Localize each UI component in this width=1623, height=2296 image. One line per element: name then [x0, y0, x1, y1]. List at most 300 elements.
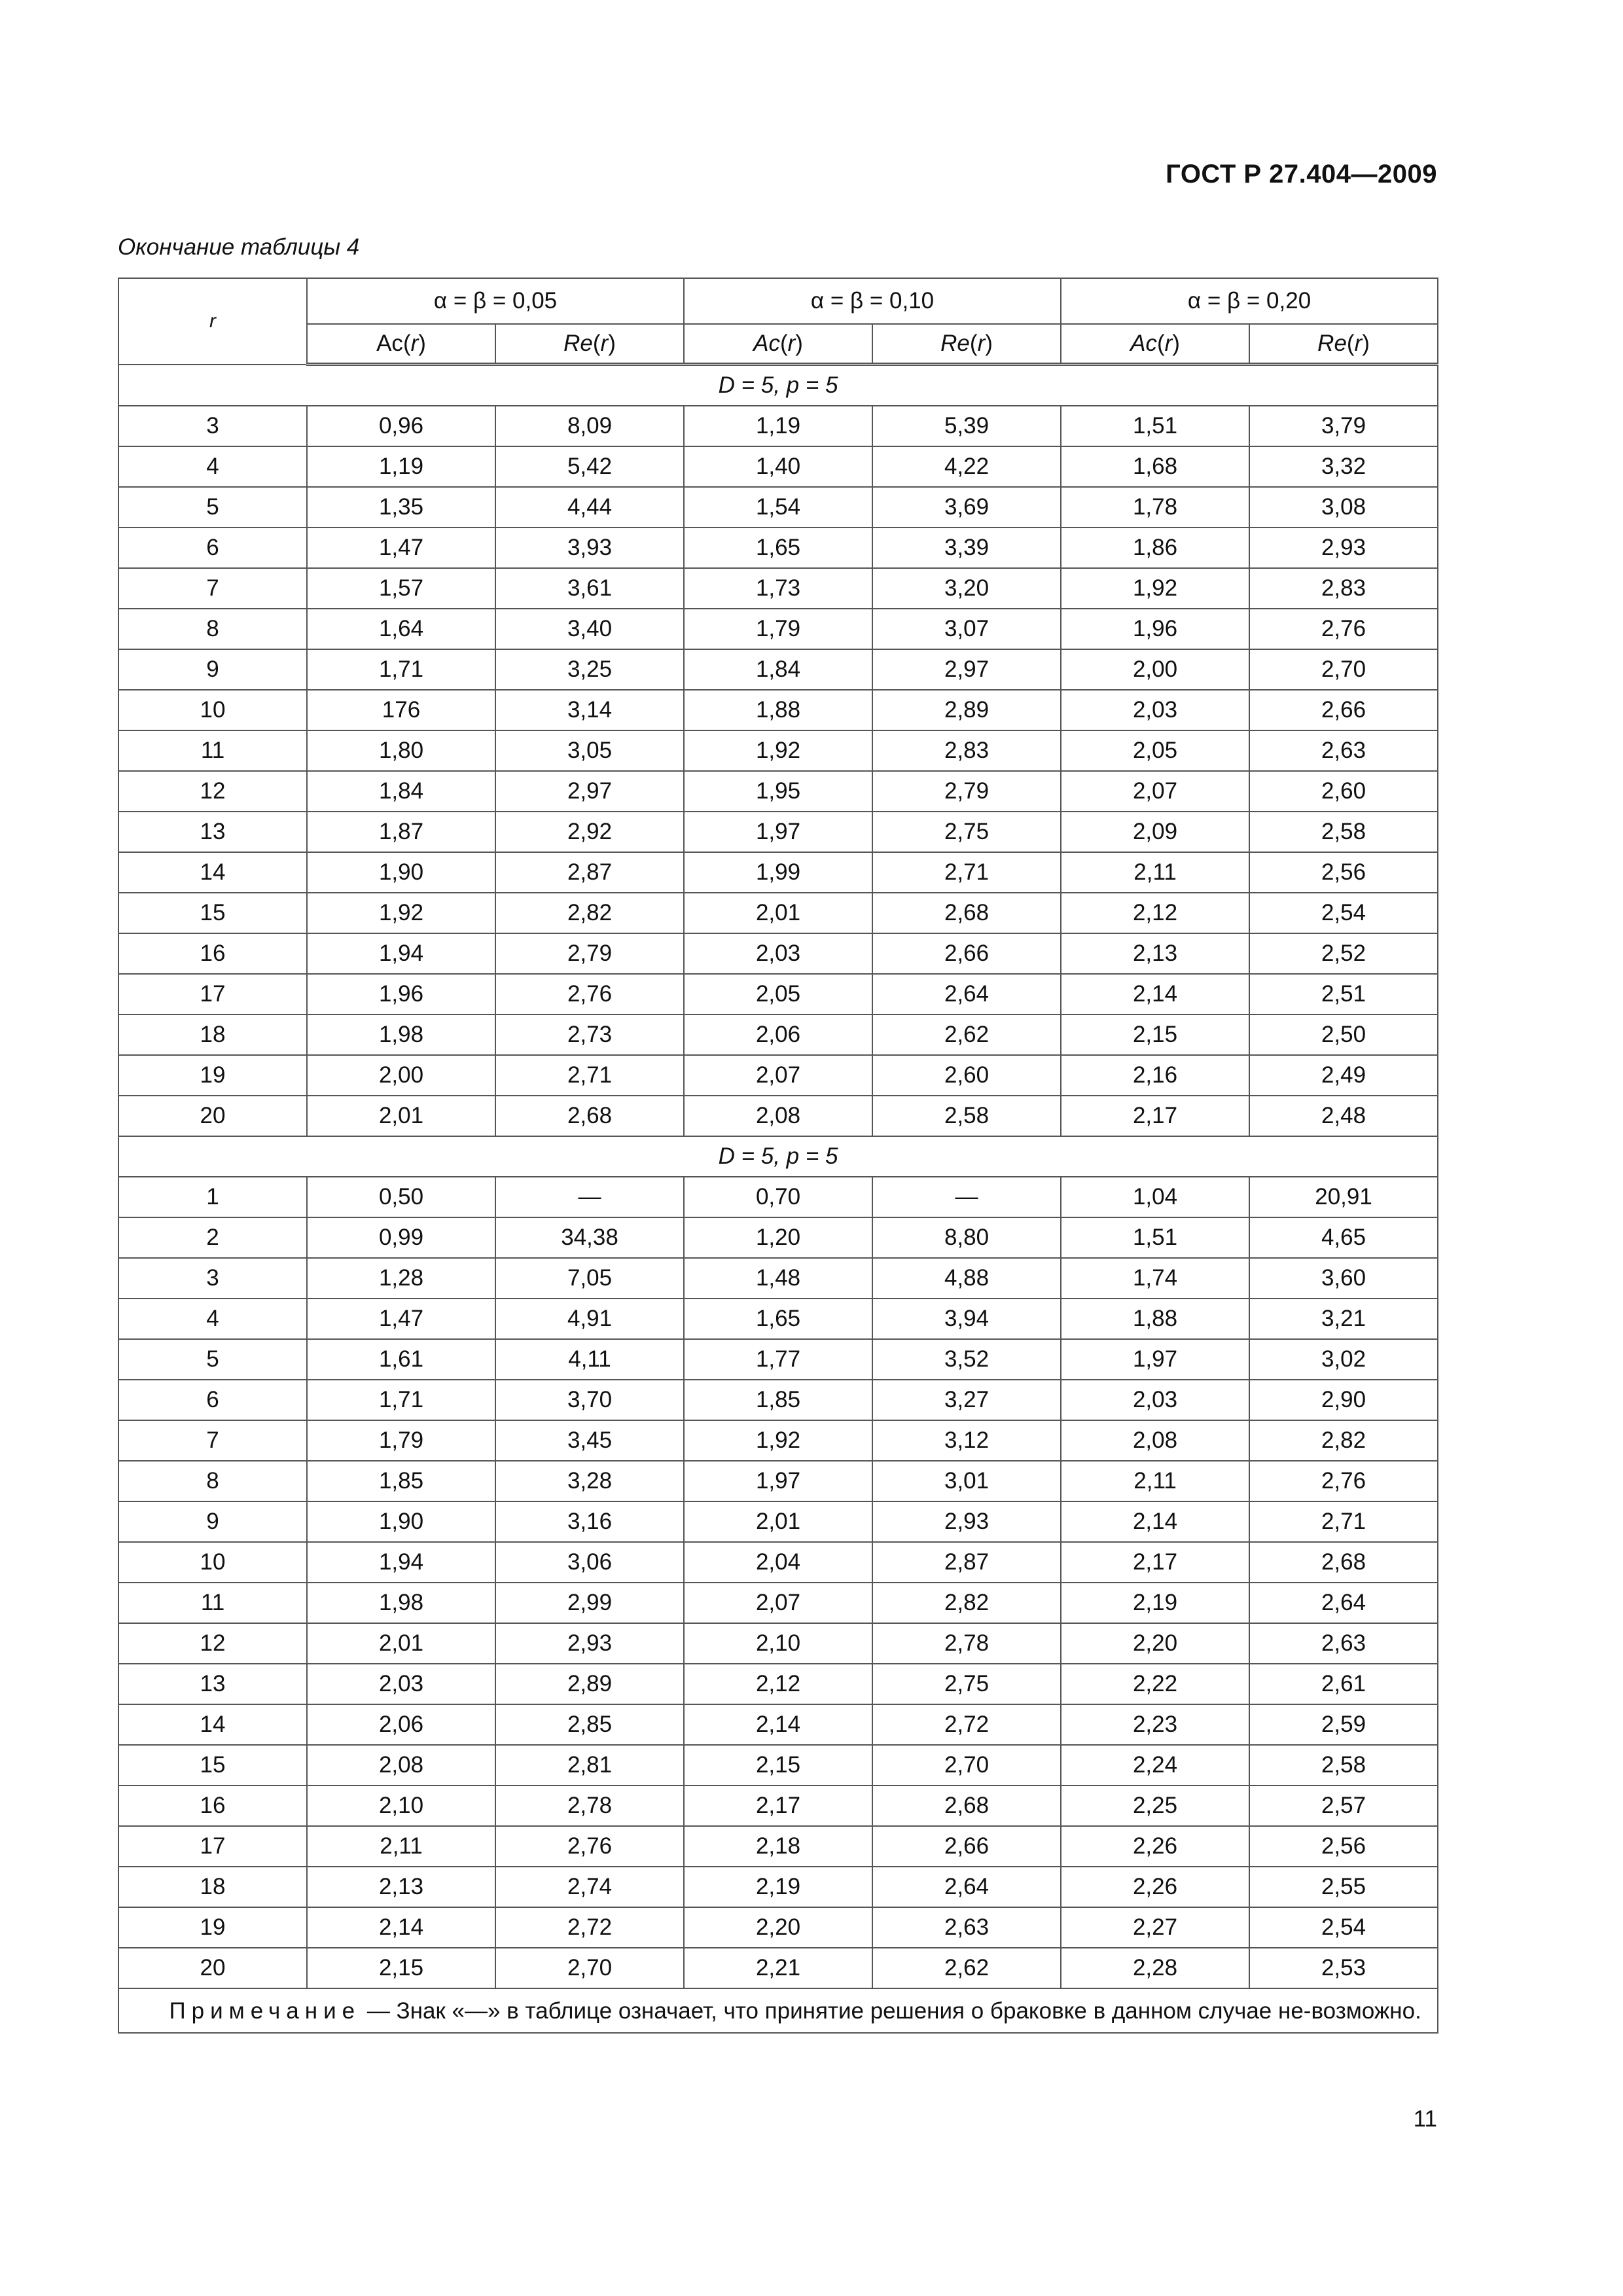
table-cell: 2,58 [1249, 812, 1438, 852]
table-cell: 2,49 [1249, 1055, 1438, 1096]
cell-r: 18 [118, 1867, 307, 1907]
table-cell: 4,22 [872, 446, 1061, 487]
table-caption: Окончание таблицы 4 [118, 234, 360, 260]
cell-r: 7 [118, 568, 307, 609]
table-cell: 2,59 [1249, 1704, 1438, 1745]
table-cell: 1,90 [307, 1501, 495, 1542]
table-cell: 2,70 [1249, 649, 1438, 690]
table-cell: 1,48 [684, 1258, 872, 1299]
table-cell: 2,57 [1249, 1785, 1438, 1826]
cell-r: 16 [118, 1785, 307, 1826]
table-row [118, 1055, 1438, 1096]
table-cell: 3,20 [872, 568, 1061, 609]
table-cell: 2,62 [872, 1014, 1061, 1055]
table-cell: 2,16 [1061, 1055, 1249, 1096]
table-cell: 2,27 [1061, 1907, 1249, 1948]
table-cell: 2,12 [1061, 893, 1249, 933]
table-cell: 2,07 [1061, 771, 1249, 812]
table-cell: 1,77 [684, 1339, 872, 1380]
table-cell: 2,15 [307, 1948, 495, 1988]
table-cell: 1,54 [684, 487, 872, 528]
table-cell: 2,93 [1249, 528, 1438, 568]
table-cell: 3,14 [495, 690, 684, 730]
table-row [118, 487, 1438, 528]
table-cell: 2,00 [307, 1055, 495, 1096]
table-row [118, 1096, 1438, 1136]
table-cell: 2,13 [1061, 933, 1249, 974]
table-cell: 2,01 [684, 1501, 872, 1542]
table-cell: 3,32 [1249, 446, 1438, 487]
table-row [118, 1583, 1438, 1623]
table-cell: 2,56 [1249, 1826, 1438, 1867]
table-cell: 1,95 [684, 771, 872, 812]
table-body [118, 365, 1438, 2034]
header-group: α = β = 0,20 [1061, 278, 1438, 324]
document-code: ГОСТ Р 27.404—2009 [1166, 160, 1437, 188]
table-cell: 2,25 [1061, 1785, 1249, 1826]
section-title: D = 5, p = 5 [118, 1136, 1438, 1177]
table-cell: 3,40 [495, 609, 684, 649]
table-cell: 8,80 [872, 1217, 1061, 1258]
table-cell: 2,03 [1061, 690, 1249, 730]
table-cell: 2,64 [872, 1867, 1061, 1907]
table-cell: 3,06 [495, 1542, 684, 1583]
data-table [118, 278, 1438, 2034]
table-cell: 2,71 [495, 1055, 684, 1096]
table-cell: 1,96 [1061, 609, 1249, 649]
cell-r: 15 [118, 893, 307, 933]
table-cell: 1,79 [307, 1420, 495, 1461]
table-cell: 2,09 [1061, 812, 1249, 852]
table-cell: 1,79 [684, 609, 872, 649]
table-cell: 2,18 [684, 1826, 872, 1867]
table-cell: 1,94 [307, 933, 495, 974]
table-cell: 2,17 [1061, 1096, 1249, 1136]
table-cell: 1,73 [684, 568, 872, 609]
table-cell: 1,92 [307, 893, 495, 933]
cell-r: 4 [118, 1299, 307, 1339]
table-cell: 2,11 [1061, 1461, 1249, 1501]
table-cell: 2,19 [684, 1867, 872, 1907]
table-row [118, 1380, 1438, 1420]
table-cell: 2,90 [1249, 1380, 1438, 1420]
table-cell: 2,75 [872, 1664, 1061, 1704]
table-cell: 1,88 [1061, 1299, 1249, 1339]
table-row [118, 568, 1438, 609]
table-cell: 2,71 [1249, 1501, 1438, 1542]
cell-r: 6 [118, 528, 307, 568]
table-cell: 2,11 [1061, 852, 1249, 893]
table-cell: 1,51 [1061, 406, 1249, 446]
table-cell: 2,97 [495, 771, 684, 812]
table-cell: 2,56 [1249, 852, 1438, 893]
table-cell: 1,71 [307, 649, 495, 690]
section-title: D = 5, p = 5 [118, 365, 1438, 406]
table-cell: 2,53 [1249, 1948, 1438, 1988]
table-cell: 2,76 [495, 1826, 684, 1867]
table-cell: 2,23 [1061, 1704, 1249, 1745]
table-cell: 2,92 [495, 812, 684, 852]
table-cell: 3,94 [872, 1299, 1061, 1339]
table-cell: 1,74 [1061, 1258, 1249, 1299]
table-row [118, 812, 1438, 852]
table-cell: 2,61 [1249, 1664, 1438, 1704]
table-cell: 2,21 [684, 1948, 872, 1988]
subheader-re: Re(r) [495, 324, 684, 365]
table-cell: 2,76 [1249, 1461, 1438, 1501]
cell-r: 5 [118, 487, 307, 528]
table-cell: 2,14 [1061, 974, 1249, 1014]
table-cell: 2,07 [684, 1583, 872, 1623]
table-cell: 2,62 [872, 1948, 1061, 1988]
table-cell: 2,50 [1249, 1014, 1438, 1055]
table-cell: 1,97 [684, 812, 872, 852]
table-cell: 1,19 [307, 446, 495, 487]
table-row [118, 1420, 1438, 1461]
table-row [118, 406, 1438, 446]
table-cell: 2,66 [872, 933, 1061, 974]
table-cell: 1,92 [684, 1420, 872, 1461]
cell-r: 3 [118, 1258, 307, 1299]
cell-r: 14 [118, 1704, 307, 1745]
table-cell: 2,79 [872, 771, 1061, 812]
table-cell: 2,48 [1249, 1096, 1438, 1136]
table-cell: 1,64 [307, 609, 495, 649]
table-cell: 2,26 [1061, 1867, 1249, 1907]
section-row [118, 365, 1438, 406]
table-row [118, 690, 1438, 730]
table-cell: 2,60 [1249, 771, 1438, 812]
table-cell: 1,78 [1061, 487, 1249, 528]
cell-r: 4 [118, 446, 307, 487]
table-row [118, 1623, 1438, 1664]
table-cell: 5,39 [872, 406, 1061, 446]
table-cell: 8,09 [495, 406, 684, 446]
table-row [118, 1177, 1438, 1217]
table-cell: 2,66 [1249, 690, 1438, 730]
table-cell: 2,04 [684, 1542, 872, 1583]
table-cell: 2,99 [495, 1583, 684, 1623]
table-cell: 2,08 [684, 1096, 872, 1136]
table-cell: 2,63 [872, 1907, 1061, 1948]
table-cell: 2,52 [1249, 933, 1438, 974]
note-label: Примечание [169, 1998, 361, 2024]
table-cell: 2,93 [495, 1623, 684, 1664]
table-cell: 3,21 [1249, 1299, 1438, 1339]
table-cell: 2,19 [1061, 1583, 1249, 1623]
table-cell: 2,05 [1061, 730, 1249, 771]
table-cell: 3,08 [1249, 487, 1438, 528]
table-cell: 0,99 [307, 1217, 495, 1258]
table-cell: 2,01 [307, 1623, 495, 1664]
table-cell: 2,11 [307, 1826, 495, 1867]
cell-r: 19 [118, 1907, 307, 1948]
table-cell: 1,47 [307, 1299, 495, 1339]
table-cell: 1,65 [684, 528, 872, 568]
table-cell: 1,86 [1061, 528, 1249, 568]
table-cell: 7,05 [495, 1258, 684, 1299]
cell-r: 7 [118, 1420, 307, 1461]
table-cell: 2,14 [684, 1704, 872, 1745]
table-row [118, 1258, 1438, 1299]
table-row [118, 1907, 1438, 1948]
table-cell: 2,73 [495, 1014, 684, 1055]
table-cell: 3,25 [495, 649, 684, 690]
table-cell: 1,04 [1061, 1177, 1249, 1217]
table-cell: 1,47 [307, 528, 495, 568]
table-cell: 1,84 [684, 649, 872, 690]
table-cell: 3,60 [1249, 1258, 1438, 1299]
cell-r: 17 [118, 1826, 307, 1867]
header-row-subheaders [118, 324, 1438, 365]
table-cell: 2,93 [872, 1501, 1061, 1542]
cell-r: 11 [118, 730, 307, 771]
table-row [118, 1542, 1438, 1583]
table-cell: 2,79 [495, 933, 684, 974]
table-cell: 1,35 [307, 487, 495, 528]
table-cell: 2,72 [495, 1907, 684, 1948]
table-cell: 2,76 [1249, 609, 1438, 649]
table-cell: 2,68 [872, 893, 1061, 933]
table-cell: 2,20 [684, 1907, 872, 1948]
table-cell: 2,63 [1249, 1623, 1438, 1664]
table-cell: 1,57 [307, 568, 495, 609]
table-cell: 2,70 [872, 1745, 1061, 1785]
cell-r: 6 [118, 1380, 307, 1420]
table-cell: 1,40 [684, 446, 872, 487]
table-cell: 4,65 [1249, 1217, 1438, 1258]
subheader-ac: Ac(r) [307, 324, 495, 365]
table-cell: 3,27 [872, 1380, 1061, 1420]
table-cell: 1,65 [684, 1299, 872, 1339]
table-cell: 3,93 [495, 528, 684, 568]
cell-r: 5 [118, 1339, 307, 1380]
table-cell: 3,02 [1249, 1339, 1438, 1380]
table-cell: 2,03 [684, 933, 872, 974]
header-group: α = β = 0,05 [307, 278, 684, 324]
table-cell: 2,87 [495, 852, 684, 893]
cell-r: 8 [118, 609, 307, 649]
table-cell: 2,75 [872, 812, 1061, 852]
cell-r: 10 [118, 690, 307, 730]
table-cell: 3,69 [872, 487, 1061, 528]
header-group: α = β = 0,10 [684, 278, 1061, 324]
table-cell: 2,89 [872, 690, 1061, 730]
subheader-ac: Ac(r) [684, 324, 872, 365]
table-cell: 2,76 [495, 974, 684, 1014]
table-row [118, 1299, 1438, 1339]
table-cell: 1,20 [684, 1217, 872, 1258]
table-cell: 2,17 [1061, 1542, 1249, 1583]
table-cell: 2,00 [1061, 649, 1249, 690]
table-cell: 2,85 [495, 1704, 684, 1745]
cell-r: 14 [118, 852, 307, 893]
table-cell: 2,07 [684, 1055, 872, 1096]
cell-r: 13 [118, 812, 307, 852]
table-cell: 2,01 [307, 1096, 495, 1136]
cell-r: 1 [118, 1177, 307, 1217]
table-note [118, 1988, 1438, 2033]
table-cell: 0,70 [684, 1177, 872, 1217]
table-cell: 2,05 [684, 974, 872, 1014]
table-row [118, 609, 1438, 649]
table-row [118, 1745, 1438, 1785]
table-cell: 2,64 [1249, 1583, 1438, 1623]
table-cell: 4,11 [495, 1339, 684, 1380]
table-cell: 2,12 [684, 1664, 872, 1704]
table-cell: 2,03 [307, 1664, 495, 1704]
table-cell: 2,83 [872, 730, 1061, 771]
table-cell: 2,58 [872, 1096, 1061, 1136]
table-cell: 1,61 [307, 1339, 495, 1380]
section-row [118, 1136, 1438, 1177]
table-cell: 1,97 [1061, 1339, 1249, 1380]
table-cell: 4,88 [872, 1258, 1061, 1299]
table-cell: 3,61 [495, 568, 684, 609]
header-row-groups [118, 278, 1438, 324]
cell-r: 9 [118, 1501, 307, 1542]
table-row [118, 852, 1438, 893]
table-cell: 3,79 [1249, 406, 1438, 446]
cell-r: 13 [118, 1664, 307, 1704]
table-cell: 1,71 [307, 1380, 495, 1420]
table-cell: 1,87 [307, 812, 495, 852]
table-cell: 2,22 [1061, 1664, 1249, 1704]
cell-r: 8 [118, 1461, 307, 1501]
table-cell: 2,14 [1061, 1501, 1249, 1542]
table-cell: — [872, 1177, 1061, 1217]
table-cell: 2,24 [1061, 1745, 1249, 1785]
table-cell: 2,68 [872, 1785, 1061, 1826]
note-row [118, 1988, 1438, 2033]
table-cell: 1,19 [684, 406, 872, 446]
table-cell: 5,42 [495, 446, 684, 487]
table-cell: 2,78 [872, 1623, 1061, 1664]
cell-r: 2 [118, 1217, 307, 1258]
table-cell: 2,82 [872, 1583, 1061, 1623]
table-cell: 2,08 [1061, 1420, 1249, 1461]
table-row [118, 893, 1438, 933]
table-cell: 176 [307, 690, 495, 730]
table-cell: 2,06 [684, 1014, 872, 1055]
table-cell: 2,51 [1249, 974, 1438, 1014]
subheader-re: Re(r) [1249, 324, 1438, 365]
table-row [118, 649, 1438, 690]
cell-r: 12 [118, 771, 307, 812]
table-cell: 2,60 [872, 1055, 1061, 1096]
table-cell: 2,03 [1061, 1380, 1249, 1420]
table-row [118, 1948, 1438, 1988]
cell-r: 15 [118, 1745, 307, 1785]
table-cell: 1,98 [307, 1583, 495, 1623]
table-cell: 2,28 [1061, 1948, 1249, 1988]
table-cell: 3,05 [495, 730, 684, 771]
table-cell: 2,97 [872, 649, 1061, 690]
table-cell: — [495, 1177, 684, 1217]
table-cell: 2,14 [307, 1907, 495, 1948]
table-cell: 1,99 [684, 852, 872, 893]
table-cell: 4,44 [495, 487, 684, 528]
subheader-ac: Ac(r) [1061, 324, 1249, 365]
table-cell: 2,72 [872, 1704, 1061, 1745]
table-cell: 2,10 [684, 1623, 872, 1664]
page-number: 11 [1413, 2106, 1437, 2132]
note-text: — Знак «—» в таблице означает, что принятие решения о браковке в данном случае не-возможно. [361, 1998, 1421, 2024]
table-cell: 2,20 [1061, 1623, 1249, 1664]
table-cell: 2,87 [872, 1542, 1061, 1583]
table-cell: 2,66 [872, 1826, 1061, 1867]
cell-r: 10 [118, 1542, 307, 1583]
table-cell: 3,01 [872, 1461, 1061, 1501]
table-cell: 3,70 [495, 1380, 684, 1420]
cell-r: 16 [118, 933, 307, 974]
table-cell: 3,16 [495, 1501, 684, 1542]
table-cell: 2,82 [1249, 1420, 1438, 1461]
table-cell: 3,12 [872, 1420, 1061, 1461]
table-row [118, 1217, 1438, 1258]
cell-r: 18 [118, 1014, 307, 1055]
table-row [118, 771, 1438, 812]
table-cell: 2,82 [495, 893, 684, 933]
table-cell: 3,39 [872, 528, 1061, 568]
table-cell: 2,78 [495, 1785, 684, 1826]
table-cell: 2,54 [1249, 893, 1438, 933]
table-cell: 2,71 [872, 852, 1061, 893]
table-cell: 2,64 [872, 974, 1061, 1014]
table-row [118, 1664, 1438, 1704]
table-row [118, 1501, 1438, 1542]
header-r: r [118, 278, 307, 365]
table-cell: 1,90 [307, 852, 495, 893]
table-cell: 2,10 [307, 1785, 495, 1826]
table-row [118, 933, 1438, 974]
table-cell: 2,13 [307, 1867, 495, 1907]
cell-r: 20 [118, 1948, 307, 1988]
table-cell: 1,92 [684, 730, 872, 771]
cell-r: 19 [118, 1055, 307, 1096]
table-cell: 1,92 [1061, 568, 1249, 609]
table-row [118, 446, 1438, 487]
table-cell: 2,55 [1249, 1867, 1438, 1907]
table-row [118, 1339, 1438, 1380]
table-cell: 2,81 [495, 1745, 684, 1785]
table-cell: 2,08 [307, 1745, 495, 1785]
table-row [118, 1867, 1438, 1907]
table-cell: 1,84 [307, 771, 495, 812]
table-row [118, 1014, 1438, 1055]
table-row [118, 1785, 1438, 1826]
table-cell: 2,15 [684, 1745, 872, 1785]
cell-r: 3 [118, 406, 307, 446]
table-cell: 2,01 [684, 893, 872, 933]
table-cell: 1,85 [684, 1380, 872, 1420]
cell-r: 9 [118, 649, 307, 690]
table-cell: 2,70 [495, 1948, 684, 1988]
table-cell: 1,97 [684, 1461, 872, 1501]
table-cell: 0,50 [307, 1177, 495, 1217]
table-row [118, 1461, 1438, 1501]
table-cell: 2,68 [1249, 1542, 1438, 1583]
table-cell: 1,68 [1061, 446, 1249, 487]
table-cell: 1,85 [307, 1461, 495, 1501]
table-cell: 3,07 [872, 609, 1061, 649]
table-cell: 2,89 [495, 1664, 684, 1704]
table-cell: 2,26 [1061, 1826, 1249, 1867]
table-cell: 1,94 [307, 1542, 495, 1583]
table-cell: 2,58 [1249, 1745, 1438, 1785]
table-cell: 0,96 [307, 406, 495, 446]
table-cell: 2,63 [1249, 730, 1438, 771]
